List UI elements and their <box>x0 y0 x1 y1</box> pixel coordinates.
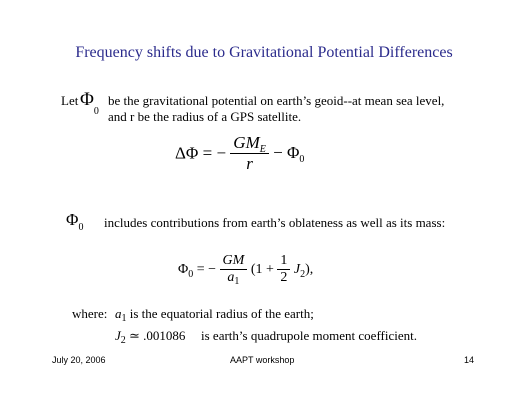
j2-definition: is earth’s quadrupole moment coefficient. <box>201 328 417 343</box>
phi0-symbol-line: $\Phi_0$ <box>66 210 84 233</box>
footer-center: AAPT workshop <box>230 355 295 365</box>
phi-symbol: Φ <box>80 89 94 110</box>
equation-phi0 <box>178 253 313 287</box>
eq1-lhs: ΔΦ = − <box>175 143 227 163</box>
a1-definition: $a_1$ is the equatorial radius of the earth; <box>115 306 314 324</box>
phi0-contribution-text: includes contributions from earth’s oblateness as well as its mass: <box>104 215 446 230</box>
slide-title: Frequency shifts due to Gravitational Potential Differences <box>75 44 453 61</box>
eq2-paren-open: (1 + <box>250 261 274 277</box>
eq1-denominator: r <box>246 153 253 173</box>
eq1-numerator: $GM_E$ <box>230 133 269 154</box>
footer-date: July 20, 2006 <box>52 355 106 365</box>
eq2-lhs: $\Phi_0$ <box>178 261 194 280</box>
intro-line-1: be the gravitational potential on earth’s geoid--at mean sea level, <box>108 93 445 108</box>
eq2-equals: = − <box>196 261 217 277</box>
let-word: Let <box>61 93 79 108</box>
eq2-fraction-gm <box>220 253 248 287</box>
eq2-denominator: $a_1$ <box>227 270 240 288</box>
eq1-fraction <box>230 133 269 174</box>
intro-line-2: and r be the radius of a GPS satellite. <box>108 109 302 124</box>
where-label: where: <box>72 306 108 321</box>
equation-delta-phi <box>175 133 304 174</box>
phi-subscript: 0 <box>93 106 99 117</box>
eq2-fraction-half: $\frac{1}{2}$ <box>277 253 290 287</box>
j2-value: $J_2$ ≃ .001086 <box>115 328 186 346</box>
phi0-symbol-intro <box>80 89 99 117</box>
eq2-numerator: GM <box>220 253 248 270</box>
footer-page-number: 14 <box>464 355 475 365</box>
eq1-rhs: − $\Phi_0$ <box>273 143 305 166</box>
eq2-j-term: $J_2$), <box>293 261 314 280</box>
